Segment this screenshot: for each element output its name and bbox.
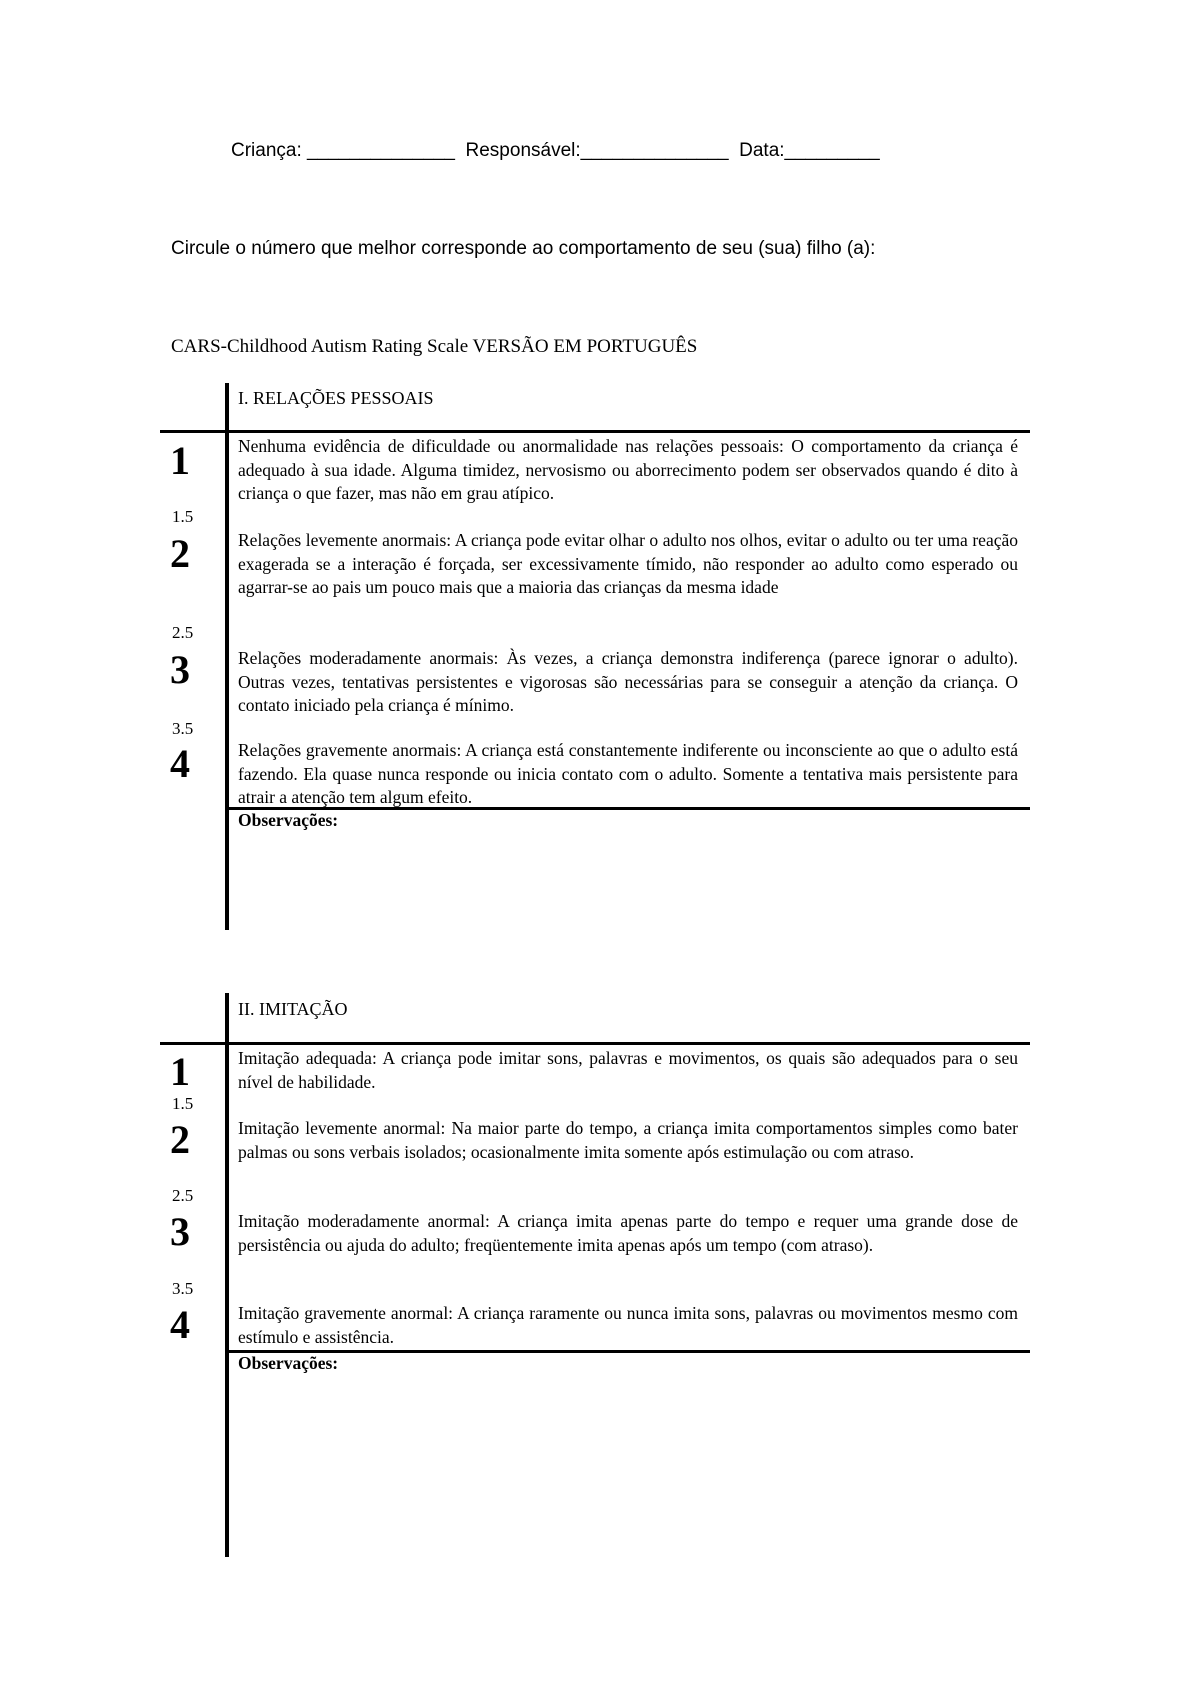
score-2-5[interactable]: 2.5 xyxy=(172,1186,194,1205)
score-4[interactable]: 4 xyxy=(170,1302,190,1347)
header-fields: Criança: ______________ Responsável:______________ Data:_________ xyxy=(231,140,880,161)
description-level-4: Relações gravemente anormais: A criança está constantemente indiferente ou inconsciente ao que o adulto está fazendo. Ela quase nunca responde ou inicia contato com o adulto. Somente a tentativa mais persistente para atrair a atenção tem algum efeito. xyxy=(238,740,1018,807)
score-2[interactable]: 2 xyxy=(170,531,190,576)
score-1-5[interactable]: 1.5 xyxy=(172,507,194,526)
score-3-5[interactable]: 3.5 xyxy=(172,719,194,738)
description-level-3: Imitação moderadamente anormal: A criança imita apenas parte do tempo e requer uma grande dose de persistência ou ajuda do adulto; freqüentemente imita apenas após um tempo (com atraso). xyxy=(238,1211,1018,1255)
score-1[interactable]: 1 xyxy=(170,438,190,483)
description-level-1: Nenhuma evidência de dificuldade ou anormalidade nas relações pessoais: O comportamento da criança é adequado à sua idade. Alguma timidez, nervosismo ou aborrecimento podem ser observados quando é dito à criança o que fazer, mas não em grau atípico. xyxy=(238,436,1018,503)
description-level-2: Imitação levemente anormal: Na maior parte do tempo, a criança imita comportamentos simples como bater palmas ou sons verbais isolados; ocasionalmente imita somente após estimulação ou com atraso. xyxy=(238,1118,1018,1162)
score-1-5[interactable]: 1.5 xyxy=(172,1094,194,1113)
instruction-text: Circule o número que melhor corresponde ao comportamento de seu (sua) filho (a): xyxy=(171,238,876,259)
score-3[interactable]: 3 xyxy=(170,647,190,692)
observations-label: Observações: xyxy=(238,810,339,830)
description-level-4: Imitação gravemente anormal: A criança raramente ou nunca imita sons, palavras ou movimentos mesmo com estímulo e assistência. xyxy=(238,1303,1018,1347)
section-vertical-rule xyxy=(225,993,229,1557)
description-level-3: Relações moderadamente anormais: Às vezes, a criança demonstra indiferença (parece ignorar o adulto). Outras vezes, tentativas persistentes e vigorosas são necessárias para se conseguir a atenção da criança. O contato iniciado pela criança é mínimo. xyxy=(238,648,1018,715)
section-imitation xyxy=(160,990,1030,1560)
section-title: I. RELAÇÕES PESSOAIS xyxy=(238,388,434,408)
score-4[interactable]: 4 xyxy=(170,741,190,786)
description-level-1: Imitação adequada: A criança pode imitar sons, palavras e movimentos, os quais são adequados para o seu nível de habilidade. xyxy=(238,1048,1018,1092)
section-vertical-rule xyxy=(225,383,229,930)
scale-title: CARS-Childhood Autism Rating Scale VERSÃO EM PORTUGUÊS xyxy=(171,336,698,357)
section-header-rule xyxy=(160,430,1030,433)
score-3[interactable]: 3 xyxy=(170,1209,190,1254)
score-2[interactable]: 2 xyxy=(170,1117,190,1162)
observations-label: Observações: xyxy=(238,1353,339,1373)
section-title: II. IMITAÇÃO xyxy=(238,999,348,1019)
observations-rule xyxy=(225,1350,1030,1353)
section-header-rule xyxy=(160,1042,1030,1045)
score-2-5[interactable]: 2.5 xyxy=(172,623,194,642)
section-personal-relations xyxy=(160,380,1030,930)
score-3-5[interactable]: 3.5 xyxy=(172,1279,194,1298)
description-level-2: Relações levemente anormais: A criança pode evitar olhar o adulto nos olhos, evitar o adulto ou ter uma reação exagerada se a interação é forçada, ser excessivamente tímido, não responder ao adulto como esperado ou agarrar-se ao pais um pouco mais que a maioria das crianças da mesma idade xyxy=(238,530,1018,597)
score-1[interactable]: 1 xyxy=(170,1049,190,1094)
